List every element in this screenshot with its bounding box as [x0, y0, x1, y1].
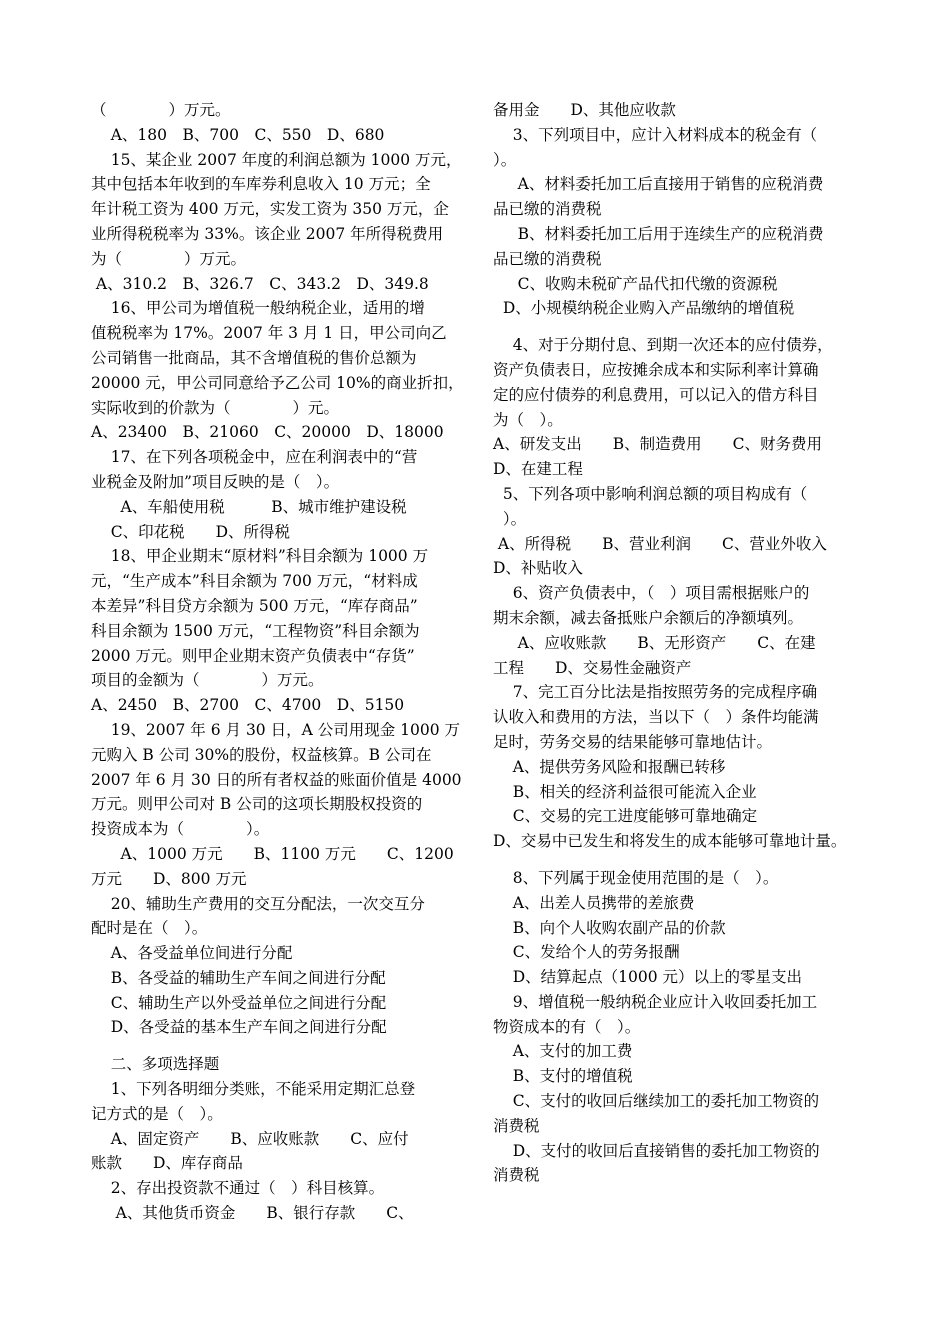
text-line: B、材料委托加工后用于连续生产的应税消费 [493, 224, 824, 243]
text-line: A、各受益单位间进行分配 [91, 944, 293, 963]
text-line: 年计税工资为 400 万元，实发工资为 350 万元，企 [91, 200, 449, 219]
text-line: 17、在下列各项税金中，应在利润表中的“营 [91, 448, 418, 467]
text-line: 元购入 B 公司 30%的股份，权益核算。B 公司在 [91, 745, 432, 764]
text-line: 工程 D、交易性金融资产 [493, 658, 692, 677]
text-line: A、23400 B、21060 C、20000 D、18000 [91, 423, 444, 442]
text-line: A、材料委托加工后直接用于销售的应税消费 [493, 175, 824, 194]
text-line: D、小规模纳税企业购入产品缴纳的增值税 [493, 299, 795, 318]
text-line: B、相关的经济利益很可能流入企业 [493, 782, 757, 801]
text-line [91, 1040, 469, 1052]
text-line: B、向个人收购农副产品的价款 [493, 918, 726, 937]
text-line: A、支付的加工费 [493, 1042, 633, 1061]
text-line: 业所得税税率为 33%。该企业 2007 年所得税费用 [91, 224, 444, 243]
text-line: D、结算起点（1000 元）以上的零星支出 [493, 968, 803, 987]
text-line: 元，“生产成本”科目余额为 700 万元，“材料成 [91, 572, 418, 591]
text-line: 记方式的是（ ）。 [91, 1104, 223, 1123]
text-line: A、提供劳务风险和报酬已转移 [493, 757, 726, 776]
text-line: A、固定资产 B、应收账款 C、应付 [91, 1129, 409, 1148]
text-line: 18、甲企业期末“原材料”科目余额为 1000 万 [91, 547, 429, 566]
text-line: A、180 B、700 C、550 D、680 [91, 125, 385, 144]
text-line: 20、辅助生产费用的交互分配法，一次交互分 [91, 894, 425, 913]
text-line: 值税税率为 17%。2007 年 3 月 1 日，甲公司向乙 [91, 324, 447, 343]
text-line: 2007 年 6 月 30 日的所有者权益的账面价值是 4000 [91, 770, 462, 789]
text-line [493, 854, 865, 866]
text-line: 其中包括本年收到的车库券利息收入 10 万元；全 [91, 175, 431, 194]
text-line: D、交易中已发生和将发生的成本能够可靠地计量。 [493, 832, 847, 851]
text-line: A、车船使用税 B、城市维护建设税 [91, 497, 407, 516]
text-line: 万元 D、800 万元 [91, 869, 247, 888]
text-line: A、所得税 B、营业利润 C、营业外收入 [493, 534, 827, 553]
text-line: B、支付的增值税 [493, 1067, 633, 1086]
text-line: 二、多项选择题 [91, 1055, 220, 1074]
text-line: 公司销售一批商品，其不含增值税的售价总额为 [91, 348, 417, 367]
text-line: 期末余额，减去备抵账户余额后的净额填列。 [493, 608, 804, 627]
text-line: 认收入和费用的方法，当以下（ ）条件均能满 [493, 708, 819, 727]
text-line: 8、下列属于现金使用范围的是（ ）。 [493, 868, 779, 887]
text-line: C、交易的完工进度能够可靠地确定 [493, 807, 758, 826]
text-line: 配时是在（ ）。 [91, 919, 208, 938]
text-line: 品已缴的消费税 [493, 249, 602, 268]
text-line: 20000 元，甲公司同意给予乙公司 10%的商业折扣， [91, 373, 464, 392]
text-line: 2000 万元。则甲企业期末资产负债表中“存货” [91, 646, 415, 665]
text-line: 16、甲公司为增值税一般纳税企业，适用的增 [91, 299, 425, 318]
text-line: 科目余额为 1500 万元，“工程物资”科目余额为 [91, 621, 420, 640]
text-line: 足时，劳务交易的结果能够可靠地估计。 [493, 732, 773, 751]
text-line: 19、2007 年 6 月 30 日，A 公司用现金 1000 万 [91, 720, 461, 739]
text-line: ）。 [493, 150, 517, 169]
text-line: 投资成本为（ ）。 [91, 820, 270, 839]
text-line: A、1000 万元 B、1100 万元 C、1200 [91, 844, 454, 863]
text-line: C、辅助生产以外受益单位之间进行分配 [91, 993, 387, 1012]
text-line: A、研发支出 B、制造费用 C、财务费用 [493, 435, 822, 454]
text-line: 为（ ）万元。 [91, 249, 247, 268]
text-line: A、出差人员携带的差旅费 [493, 893, 695, 912]
text-line: D、在建工程 [493, 460, 583, 479]
text-line: 7、完工百分比法是指按照劳务的完成程序确 [493, 683, 818, 702]
text-line: A、其他货币资金 B、银行存款 C、 [91, 1204, 414, 1223]
text-line: 项目的金额为（ ）万元。 [91, 671, 324, 690]
text-line: 消费税 [493, 1166, 540, 1185]
text-line: 物资成本的有（ ）。 [493, 1017, 641, 1036]
text-line: C、收购未税矿产品代扣代缴的资源税 [493, 274, 778, 293]
text-line: C、印花税 D、所得税 [91, 522, 290, 541]
text-line: A、310.2 B、326.7 C、343.2 D、349.8 [91, 274, 429, 293]
text-line: 9、增值税一般纳税企业应计入收回委托加工 [493, 992, 818, 1011]
text-line: 5、下列各项中影响利润总额的项目构成有（ [493, 484, 808, 503]
text-line: 本差异”科目贷方余额为 500 万元，“库存商品” [91, 596, 418, 615]
text-line: 3、下列项目中，应计入材料成本的税金有（ [493, 125, 818, 144]
text-line: D、各受益的基本生产车间之间进行分配 [91, 1018, 387, 1037]
right-column [493, 98, 865, 1188]
text-line: D、补贴收入 [493, 559, 583, 578]
text-line: 品已缴的消费税 [493, 200, 602, 219]
text-line: 为（ ）。 [493, 410, 563, 429]
text-line: A、2450 B、2700 C、4700 D、5150 [91, 696, 405, 715]
text-line: C、发给个人的劳务报酬 [493, 943, 680, 962]
text-line: 4、对于分期付息、到期一次还本的应付债券， [493, 336, 833, 355]
text-line: 万元。则甲公司对 B 公司的这项长期股权投资的 [91, 795, 423, 814]
text-line: D、支付的收回后直接销售的委托加工物资的 [493, 1141, 820, 1160]
text-line: 账款 D、库存商品 [91, 1154, 243, 1173]
text-line: 15、某企业 2007 年度的利润总额为 1000 万元， [91, 150, 462, 169]
text-line: 定的应付债券的利息费用，可以记入的借方科目 [493, 385, 819, 404]
text-line: 6、资产负债表中，（ ）项目需根据账户的 [493, 584, 810, 603]
text-line: A、应收账款 B、无形资产 C、在建 [493, 633, 816, 652]
left-column [91, 98, 469, 1226]
text-line: 2、存出投资款不通过（ ）科目核算。 [91, 1179, 385, 1198]
text-line: （ ）万元。 [91, 101, 231, 119]
text-line: 实际收到的价款为（ ）元。 [91, 398, 340, 417]
text-line: B、各受益的辅助生产车间之间进行分配 [91, 968, 386, 987]
text-line: 资产负债表日，应按摊余成本和实际利率计算确 [493, 360, 819, 379]
text-line: 业税金及附加”项目反映的是（ ）。 [91, 472, 340, 491]
text-line: 备用金 D、其他应收款 [493, 101, 676, 119]
text-line: 1、下列各明细分类账，不能采用定期汇总登 [91, 1080, 416, 1099]
text-line [493, 321, 865, 333]
text-line: C、支付的收回后继续加工的委托加工物资的 [493, 1092, 820, 1111]
text-line: ）。 [493, 509, 527, 528]
text-line: 消费税 [493, 1116, 540, 1135]
